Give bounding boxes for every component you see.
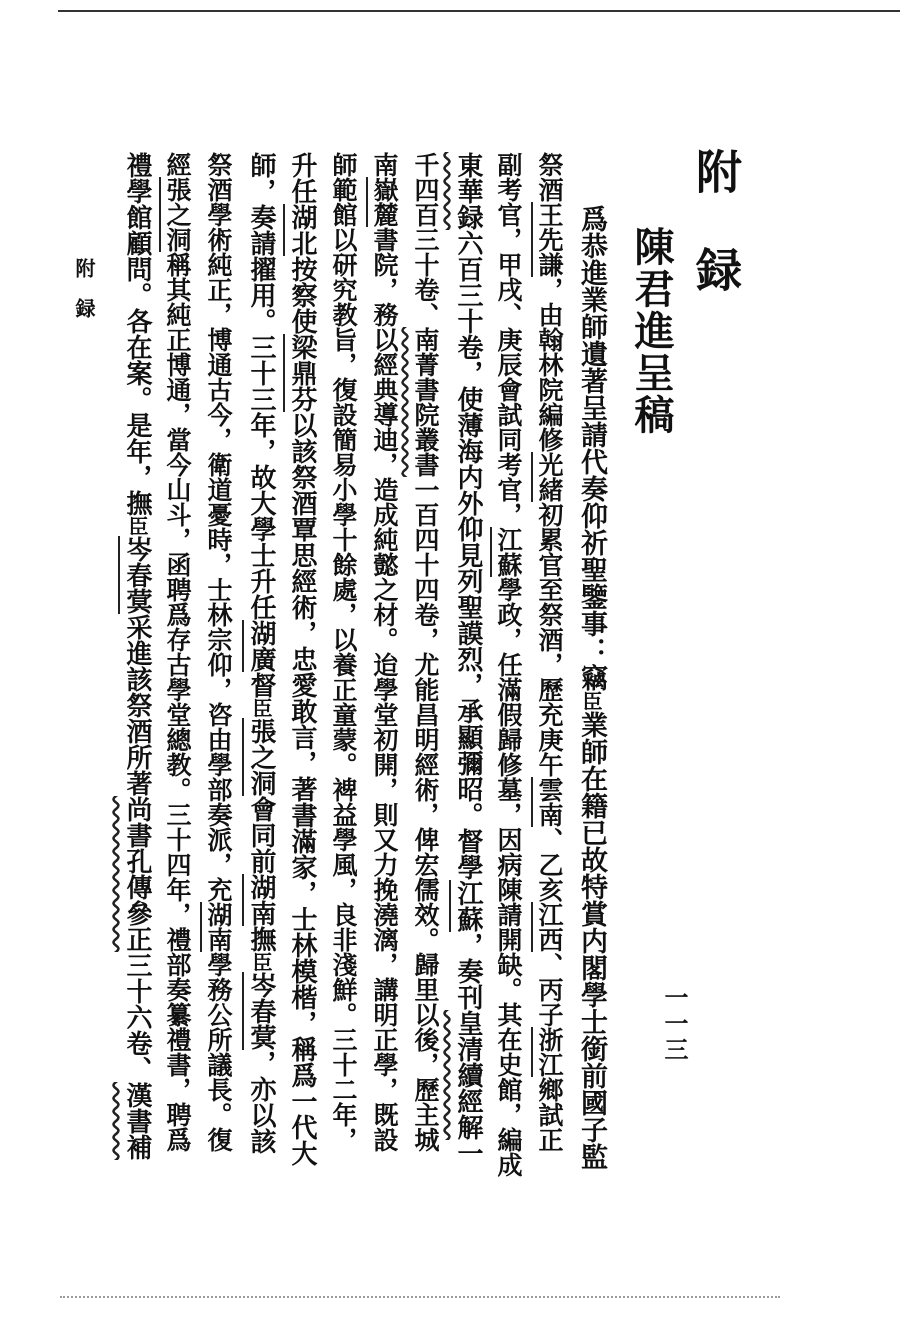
scan-noise-line	[60, 1296, 780, 1298]
text-run: 學政，任滿假歸修墓，因病陳請開缺。其在史館，編成	[494, 577, 523, 1177]
text-run: 張之洞	[163, 177, 192, 252]
document-title: 陳君進呈稿	[628, 226, 675, 436]
text-run: 稱其純正博通，當今山斗，函聘爲存古學堂總教。三十四年，禮部奏纂禮書，聘爲	[163, 252, 192, 1152]
page-edge-line	[58, 10, 900, 12]
running-head: 附 録	[72, 258, 96, 318]
text-run: 王先謙	[535, 202, 564, 277]
text-run: 一	[453, 1140, 483, 1166]
text-column	[331, 152, 356, 1152]
text-column	[578, 205, 605, 1170]
text-run: 祭酒學術純正，博通古今，衛道憂時，士林宗仰，咨由學部奏派，充	[204, 152, 233, 902]
text-run: 湖南	[204, 902, 233, 952]
section-title: 附録	[689, 148, 743, 344]
text-run: 漢書補	[122, 1082, 152, 1160]
text-run: 初累官至祭酒，歷充庚午	[535, 502, 564, 777]
text-run: 梁鼎芬	[287, 334, 317, 412]
text-run: 六百三十卷，使薄海内外仰見列聖謨烈，承顯彌昭。督學	[453, 230, 483, 880]
text-run: 學務公所議長。復	[204, 952, 233, 1152]
text-run: 湖北	[287, 204, 317, 256]
text-run: ，奏刊	[453, 932, 483, 1010]
text-run: 業師在籍已故特賞内閣學士銜前國子監	[576, 711, 607, 1170]
text-run: 三十六卷、	[122, 952, 152, 1082]
text-run: 江西	[535, 902, 564, 952]
text-column	[372, 152, 397, 1152]
text-run: 鄉試正	[535, 1077, 564, 1152]
text-run: 、丙子	[535, 952, 564, 1027]
text-run: 副考官，甲戌、庚辰會試同考官，	[494, 152, 523, 527]
text-run: 皇清續經解	[453, 1010, 483, 1140]
subject-marker: 臣	[125, 516, 149, 536]
text-column	[537, 152, 562, 1152]
text-run: 湖南	[246, 874, 276, 926]
text-run: 雲南	[535, 777, 564, 827]
text-column	[413, 152, 438, 1152]
text-run: 岑春蓂	[246, 972, 276, 1050]
text-run: 張之洞	[246, 718, 276, 796]
text-run: 師範館以研究教旨，復設簡易小學十餘處，以養正童蒙。裨益學風，良非淺鮮。三十二年，	[329, 152, 358, 1152]
text-run: 嶽麓	[370, 177, 399, 227]
text-run: 升任	[287, 152, 317, 204]
text-run: 江蘇	[453, 880, 483, 932]
text-run: 禮學館顧問。各在案。是年，撫	[122, 152, 152, 516]
text-run: 江蘇	[494, 527, 523, 577]
text-run: 督	[246, 672, 276, 698]
text-run: 湖廣	[246, 620, 276, 672]
text-column	[289, 152, 315, 1166]
text-column	[206, 152, 231, 1152]
text-run: ，亦以該	[246, 1050, 276, 1154]
text-run: 一百四十四卷，尤能昌明經術，俾宏儒效。歸里以後，歷主城	[411, 477, 440, 1152]
text-run: 光緒	[535, 452, 564, 502]
subject-marker: 臣	[249, 698, 273, 718]
text-run: 書院，務以經典導迪，造成純懿之材。迨學堂初開，則又力挽澆漓，講明正學，既設	[370, 227, 399, 1152]
text-column	[455, 152, 481, 1166]
text-run: 南	[370, 152, 399, 177]
text-run: 、乙亥	[535, 827, 564, 902]
text-run: 東華録	[453, 152, 483, 230]
text-run: 尚書孔傳參正	[122, 796, 152, 952]
text-run: 會同前	[246, 796, 276, 874]
text-column	[248, 152, 274, 1154]
text-run: ，由翰林院編修	[535, 277, 564, 452]
text-run: 南菁書院叢書	[411, 327, 440, 477]
text-column	[496, 152, 521, 1177]
text-column	[124, 152, 150, 1160]
subject-marker: 臣	[579, 691, 603, 711]
text-run: 經	[163, 152, 192, 177]
text-run: 浙江	[535, 1027, 564, 1077]
text-run: 爲恭進業師遺著呈請代奏仰祈聖鑒事：竊	[576, 205, 607, 691]
subject-marker: 臣	[249, 952, 273, 972]
text-run: 師，奏請擢用。三十三年，故大學士升任	[246, 152, 276, 620]
text-run: 撫	[246, 926, 276, 952]
text-column	[165, 152, 190, 1152]
text-run: 采進該祭酒所著	[122, 614, 152, 796]
text-run: 按察使	[287, 256, 317, 334]
text-run: 千四百三十卷、	[411, 152, 440, 327]
text-run: 祭酒	[535, 152, 564, 202]
text-run: 以該祭酒覃思經術，忠愛敢言，著書滿家，士林模楷，稱爲一代大	[287, 412, 317, 1166]
text-run: 岑春蓂	[122, 536, 152, 614]
page-number: 一一三	[660, 985, 689, 1063]
